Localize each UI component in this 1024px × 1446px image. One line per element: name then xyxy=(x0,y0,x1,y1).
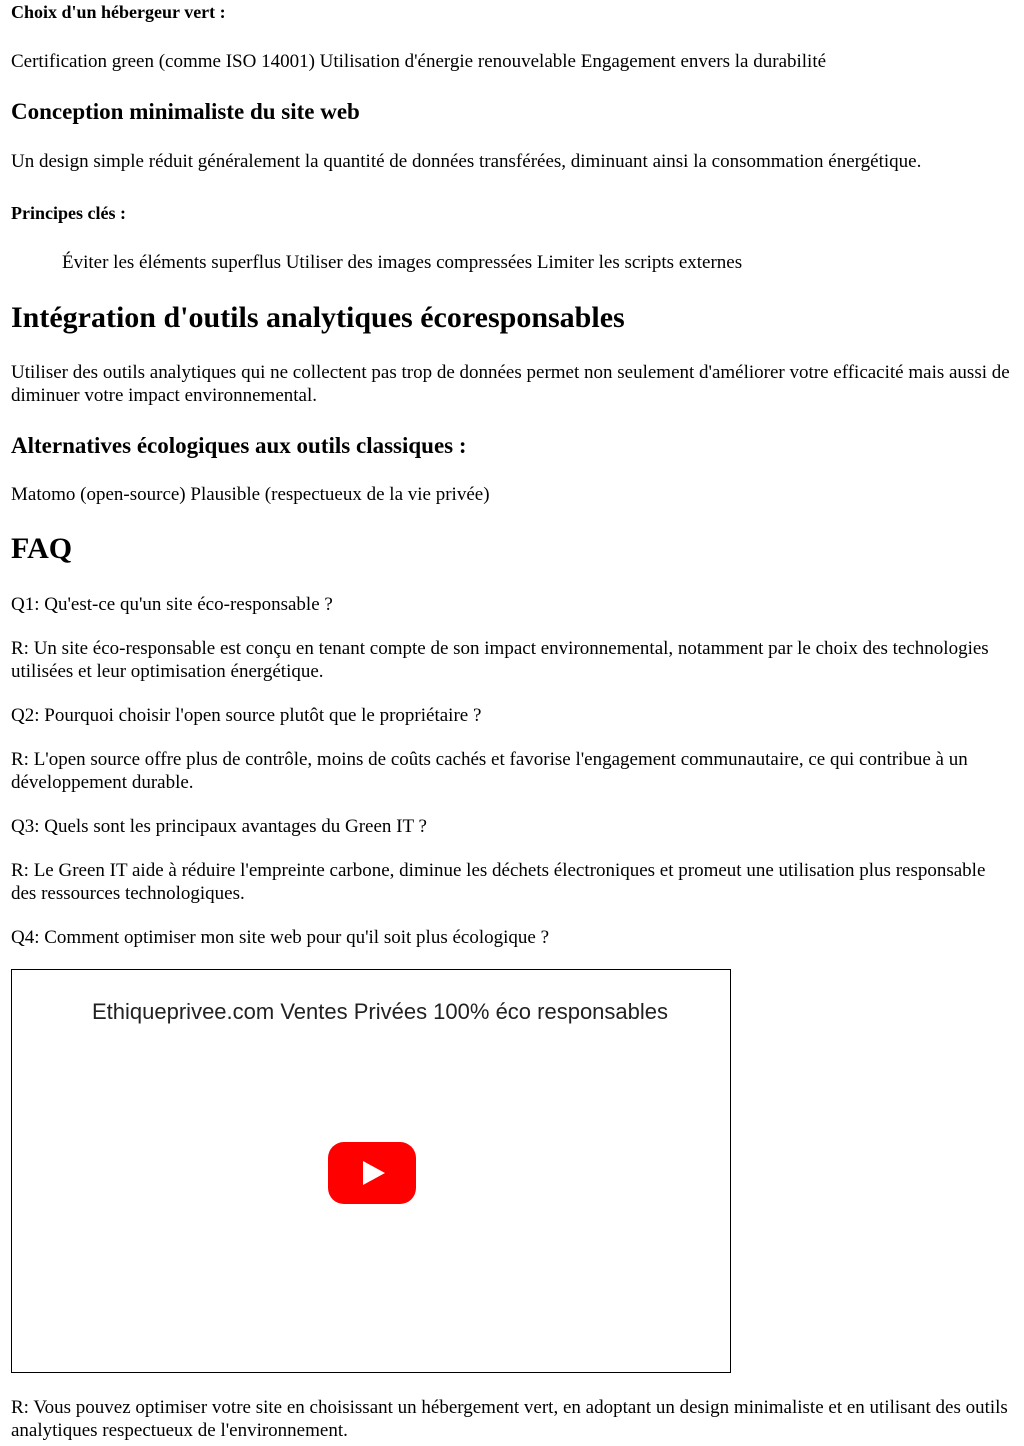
alternatives-list: Matomo (open-source) Plausible (respectueux de la vie privée) xyxy=(11,484,490,505)
principles-heading: Principes clés : xyxy=(11,203,126,223)
video-play-button[interactable] xyxy=(328,1142,416,1204)
faq-question-3: Q3: Quels sont les principaux avantages du Green IT ? xyxy=(11,816,427,837)
hosting-heading: Choix d'un hébergeur vert : xyxy=(11,2,226,22)
youtube-video-embed[interactable] xyxy=(11,969,731,1373)
analytics-heading: Intégration d'outils analytiques écoresponsables xyxy=(11,301,625,334)
video-title[interactable]: Ethiqueprivee.com Ventes Privées 100% éco responsables xyxy=(92,999,669,1024)
faq-answer-2: R: L'open source offre plus de contrôle, moins de coûts cachés et favorise l'engagement communautaire, ce qui contribue à un développement durable. xyxy=(11,749,968,793)
analytics-text: Utiliser des outils analytiques qui ne collectent pas trop de données permet non seulement d'améliorer votre efficacité mais aussi de diminuer votre impact environnemental. xyxy=(11,362,1010,406)
youtube-play-icon xyxy=(328,1142,416,1204)
hosting-criteria: Certification green (comme ISO 14001) Utilisation d'énergie renouvelable Engagement envers la durabilité xyxy=(11,51,827,72)
minimal-design-heading: Conception minimaliste du site web xyxy=(11,99,360,124)
faq-heading: FAQ xyxy=(11,532,73,565)
faq-question-2: Q2: Pourquoi choisir l'open source plutôt que le propriétaire ? xyxy=(11,705,482,726)
faq-question-1: Q1: Qu'est-ce qu'un site éco-responsable ? xyxy=(11,594,333,615)
faq-answer-4: R: Vous pouvez optimiser votre site en choisissant un hébergement vert, en adoptant un design minimaliste et en utilisant des outils analytiques respectueux de l'environnement. xyxy=(11,1397,1008,1441)
faq-answer-1: R: Un site éco-responsable est conçu en tenant compte de son impact environnemental, notamment par le choix des technologies utilisées et leur optimisation énergétique. xyxy=(11,638,989,682)
principles-list: Éviter les éléments superflus Utiliser des images compressées Limiter les scripts externes xyxy=(62,252,743,273)
faq-answer-3: R: Le Green IT aide à réduire l'empreinte carbone, diminue les déchets électroniques et promeut une utilisation plus responsable des ressources technologiques. xyxy=(11,860,986,904)
alternatives-heading: Alternatives écologiques aux outils classiques : xyxy=(11,433,467,458)
faq-question-4: Q4: Comment optimiser mon site web pour qu'il soit plus écologique ? xyxy=(11,927,550,948)
minimal-design-text: Un design simple réduit généralement la quantité de données transférées, diminuant ainsi la consommation énergétique. xyxy=(11,151,922,172)
